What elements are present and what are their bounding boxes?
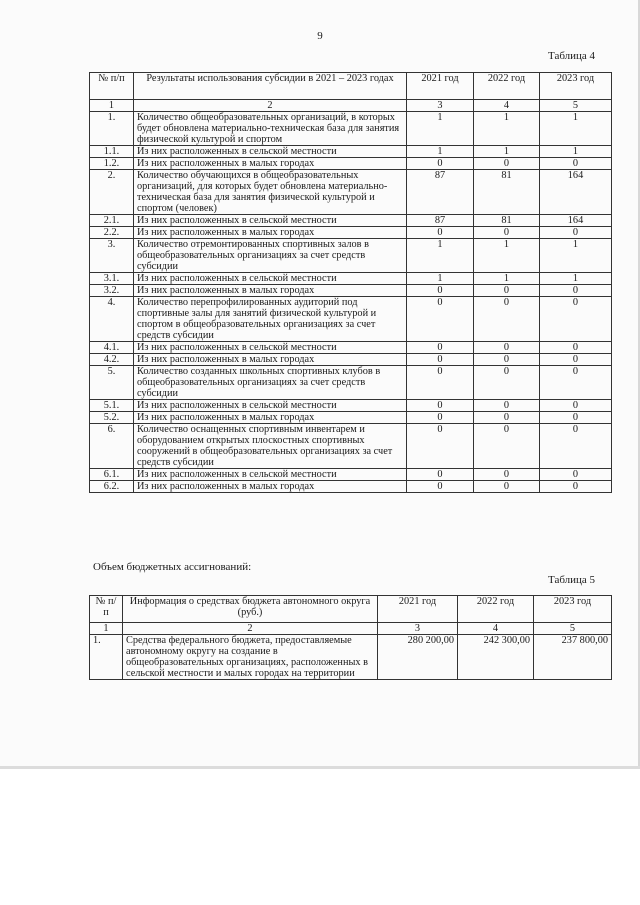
description-cell: Из них расположенных в малых городах bbox=[134, 227, 407, 239]
value-cell: 0 bbox=[540, 158, 612, 170]
table-row bbox=[90, 469, 612, 481]
value-cell: 81 bbox=[474, 215, 540, 227]
row-number-cell: 6. bbox=[90, 424, 134, 469]
value-cell: 0 bbox=[540, 400, 612, 412]
description-cell: Количество отремонтированных спортивных залов в общеобразовательных организациях за счет средств субсидии bbox=[134, 239, 407, 273]
description-cell: Количество перепрофилированных аудиторий под спортивные залы для занятий физической культурой и спортом в общеобразовательных организациях за счет средств субсидии bbox=[134, 297, 407, 342]
header-row bbox=[90, 73, 612, 100]
table-row bbox=[90, 400, 612, 412]
header-cell: 2021 год bbox=[378, 596, 458, 623]
results-table bbox=[89, 72, 612, 493]
description-cell: Из них расположенных в сельской местности bbox=[134, 342, 407, 354]
budget-heading: Объем бюджетных ассигнований: bbox=[93, 561, 252, 573]
table-row bbox=[90, 481, 612, 493]
value-cell: 0 bbox=[474, 285, 540, 297]
value-cell: 0 bbox=[474, 400, 540, 412]
table-row bbox=[90, 239, 612, 273]
value-cell: 0 bbox=[407, 481, 474, 493]
description-cell: Из них расположенных в малых городах bbox=[134, 481, 407, 493]
value-cell: 0 bbox=[407, 342, 474, 354]
value-cell: 0 bbox=[540, 227, 612, 239]
value-cell: 1 bbox=[474, 146, 540, 158]
row-number-cell: 1.1. bbox=[90, 146, 134, 158]
table-row bbox=[90, 215, 612, 227]
value-cell: 164 bbox=[540, 170, 612, 215]
description-cell: Из них расположенных в сельской местности bbox=[134, 146, 407, 158]
description-cell: Из них расположенных в сельской местности bbox=[134, 400, 407, 412]
amount-cell: 237 800,00 bbox=[534, 635, 612, 680]
header-cell: 2022 год bbox=[458, 596, 534, 623]
value-cell: 1 bbox=[474, 112, 540, 146]
header-cell: № п/п bbox=[90, 73, 134, 100]
value-cell: 1 bbox=[474, 273, 540, 285]
value-cell: 0 bbox=[540, 424, 612, 469]
value-cell: 81 bbox=[474, 170, 540, 215]
value-cell: 87 bbox=[407, 215, 474, 227]
value-cell: 0 bbox=[474, 342, 540, 354]
value-cell: 164 bbox=[540, 215, 612, 227]
row-number-cell: 6.2. bbox=[90, 481, 134, 493]
description-cell: Из них расположенных в сельской местности bbox=[134, 215, 407, 227]
value-cell: 0 bbox=[540, 342, 612, 354]
header-cell: № п/п bbox=[90, 596, 123, 623]
value-cell: 0 bbox=[540, 366, 612, 400]
index-row bbox=[90, 100, 612, 112]
header-row bbox=[90, 596, 612, 623]
row-number-cell: 5.1. bbox=[90, 400, 134, 412]
value-cell: 0 bbox=[407, 158, 474, 170]
value-cell: 0 bbox=[540, 412, 612, 424]
table-row bbox=[90, 424, 612, 469]
table-row bbox=[90, 297, 612, 342]
table-row bbox=[90, 366, 612, 400]
description-cell: Из них расположенных в сельской местности bbox=[134, 469, 407, 481]
description-cell: Количество созданных школьных спортивных клубов в общеобразовательных организациях за счет средств субсидии bbox=[134, 366, 407, 400]
row-number-cell: 4. bbox=[90, 297, 134, 342]
row-number-cell: 3.1. bbox=[90, 273, 134, 285]
value-cell: 0 bbox=[407, 297, 474, 342]
row-number-cell: 1.2. bbox=[90, 158, 134, 170]
row-number-cell: 4.2. bbox=[90, 354, 134, 366]
value-cell: 1 bbox=[540, 112, 612, 146]
value-cell: 0 bbox=[540, 469, 612, 481]
header-cell: Информация о средствах бюджета автономного округа (руб.) bbox=[123, 596, 378, 623]
header-cell: Результаты использования субсидии в 2021 – 2023 годах bbox=[134, 73, 407, 100]
page-edge bbox=[0, 766, 640, 769]
index-cell: 2 bbox=[123, 623, 378, 635]
value-cell: 0 bbox=[407, 469, 474, 481]
row-number-cell: 1. bbox=[90, 635, 123, 680]
table-row bbox=[90, 273, 612, 285]
description-cell: Из них расположенных в малых городах bbox=[134, 158, 407, 170]
row-number-cell: 4.1. bbox=[90, 342, 134, 354]
description-cell: Из них расположенных в сельской местности bbox=[134, 273, 407, 285]
value-cell: 1 bbox=[407, 112, 474, 146]
budget-table bbox=[89, 595, 612, 680]
description-cell: Из них расположенных в малых городах bbox=[134, 354, 407, 366]
index-cell: 3 bbox=[407, 100, 474, 112]
table-row bbox=[90, 635, 612, 680]
page-number: 9 bbox=[317, 30, 323, 42]
value-cell: 0 bbox=[540, 481, 612, 493]
index-cell: 4 bbox=[474, 100, 540, 112]
value-cell: 1 bbox=[540, 146, 612, 158]
row-number-cell: 3.2. bbox=[90, 285, 134, 297]
row-number-cell: 1. bbox=[90, 112, 134, 146]
table-row bbox=[90, 342, 612, 354]
row-number-cell: 2.1. bbox=[90, 215, 134, 227]
value-cell: 0 bbox=[474, 481, 540, 493]
value-cell: 87 bbox=[407, 170, 474, 215]
amount-cell: 280 200,00 bbox=[378, 635, 458, 680]
value-cell: 0 bbox=[474, 469, 540, 481]
index-cell: 5 bbox=[534, 623, 612, 635]
table-row bbox=[90, 170, 612, 215]
value-cell: 0 bbox=[474, 158, 540, 170]
value-cell: 0 bbox=[540, 297, 612, 342]
value-cell: 0 bbox=[407, 412, 474, 424]
description-cell: Количество обучающихся в общеобразовательных организаций, для которых будет обновлена материально-техническая база для занятия физической культурой и спортом (человек) bbox=[134, 170, 407, 215]
index-cell: 1 bbox=[90, 100, 134, 112]
header-cell: 2021 год bbox=[407, 73, 474, 100]
value-cell: 0 bbox=[474, 227, 540, 239]
value-cell: 1 bbox=[407, 146, 474, 158]
value-cell: 0 bbox=[407, 366, 474, 400]
value-cell: 0 bbox=[474, 424, 540, 469]
value-cell: 0 bbox=[540, 354, 612, 366]
value-cell: 0 bbox=[407, 227, 474, 239]
value-cell: 0 bbox=[407, 424, 474, 469]
index-row bbox=[90, 623, 612, 635]
value-cell: 0 bbox=[407, 354, 474, 366]
index-cell: 2 bbox=[134, 100, 407, 112]
value-cell: 1 bbox=[540, 239, 612, 273]
value-cell: 0 bbox=[474, 354, 540, 366]
row-number-cell: 5. bbox=[90, 366, 134, 400]
value-cell: 0 bbox=[474, 297, 540, 342]
value-cell: 0 bbox=[540, 285, 612, 297]
row-number-cell: 2. bbox=[90, 170, 134, 215]
index-cell: 5 bbox=[540, 100, 612, 112]
header-cell: 2023 год bbox=[540, 73, 612, 100]
table-row bbox=[90, 227, 612, 239]
index-cell: 3 bbox=[378, 623, 458, 635]
table-row bbox=[90, 112, 612, 146]
table-row bbox=[90, 146, 612, 158]
description-cell: Средства федерального бюджета, предоставляемые автономному округу на создание в общеобразовательных организациях, расположенных в сельской местности и малых городах на территории bbox=[123, 635, 378, 680]
description-cell: Количество оснащенных спортивным инвентарем и оборудованием открытых плоскостных спортивных сооружений в общеобразовательных организациях за счет средств субсидии bbox=[134, 424, 407, 469]
value-cell: 0 bbox=[407, 285, 474, 297]
value-cell: 1 bbox=[540, 273, 612, 285]
row-number-cell: 6.1. bbox=[90, 469, 134, 481]
description-cell: Количество общеобразовательных организаций, в которых будет обновлена материально-техническая база для занятия физической культурой и спортом bbox=[134, 112, 407, 146]
table-row bbox=[90, 412, 612, 424]
header-cell: 2023 год bbox=[534, 596, 612, 623]
row-number-cell: 5.2. bbox=[90, 412, 134, 424]
description-cell: Из них расположенных в малых городах bbox=[134, 285, 407, 297]
table-row bbox=[90, 354, 612, 366]
index-cell: 1 bbox=[90, 623, 123, 635]
value-cell: 1 bbox=[474, 239, 540, 273]
value-cell: 0 bbox=[407, 400, 474, 412]
value-cell: 0 bbox=[474, 412, 540, 424]
row-number-cell: 2.2. bbox=[90, 227, 134, 239]
header-cell: 2022 год bbox=[474, 73, 540, 100]
row-number-cell: 3. bbox=[90, 239, 134, 273]
value-cell: 1 bbox=[407, 273, 474, 285]
value-cell: 0 bbox=[474, 366, 540, 400]
value-cell: 1 bbox=[407, 239, 474, 273]
amount-cell: 242 300,00 bbox=[458, 635, 534, 680]
table-row bbox=[90, 285, 612, 297]
table-row bbox=[90, 158, 612, 170]
description-cell: Из них расположенных в малых городах bbox=[134, 412, 407, 424]
index-cell: 4 bbox=[458, 623, 534, 635]
table5-caption: Таблица 5 bbox=[548, 574, 596, 586]
table4-caption: Таблица 4 bbox=[548, 50, 596, 62]
